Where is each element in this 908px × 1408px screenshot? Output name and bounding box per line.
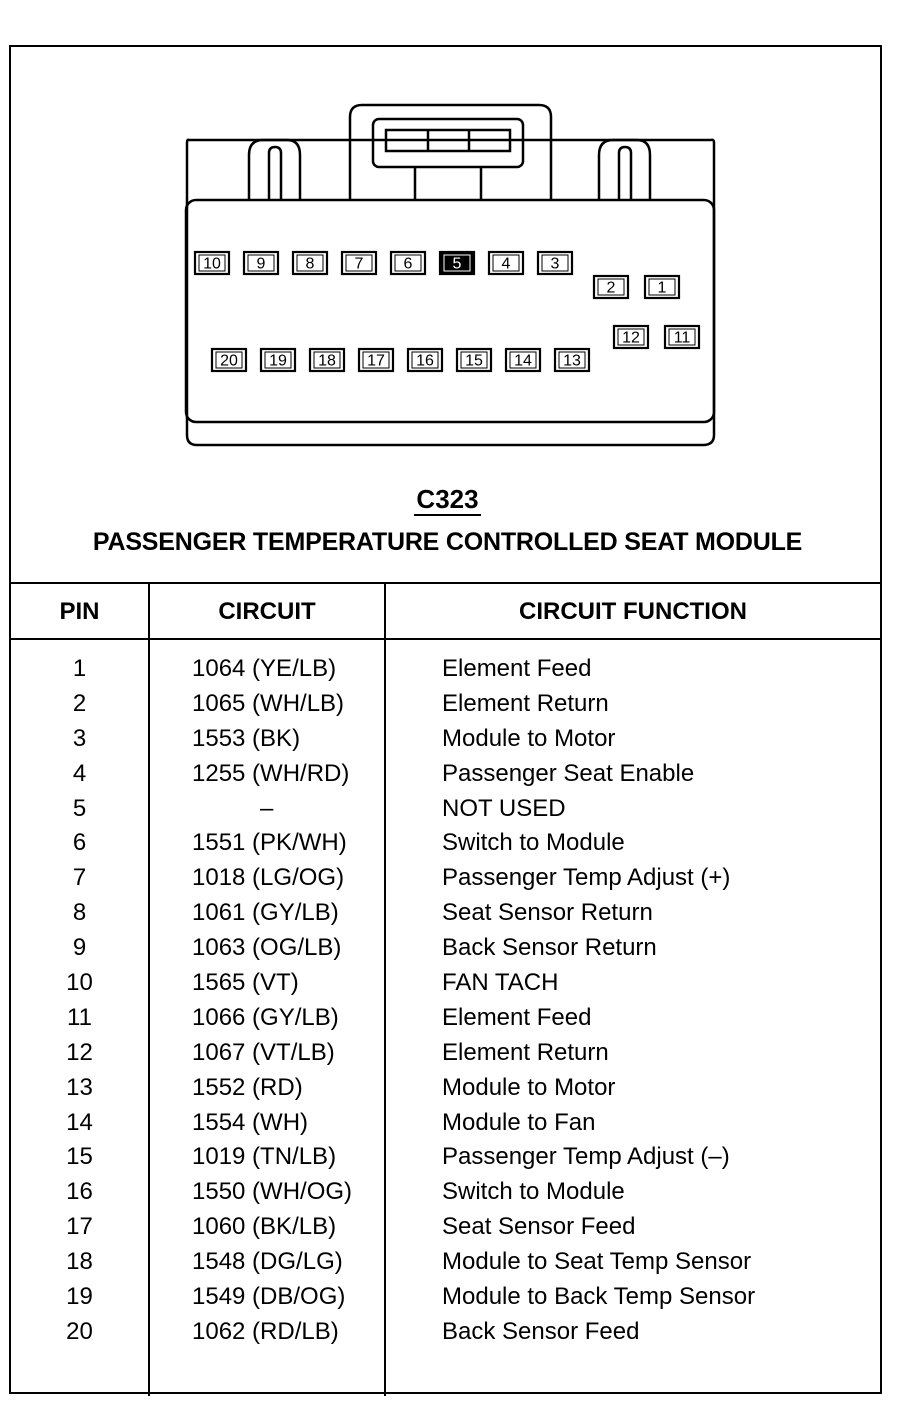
- center-lock-inner: [373, 119, 523, 167]
- table-row: [11, 1140, 880, 1175]
- circuit-function: NOT USED: [442, 794, 566, 822]
- pin-label-11: 11: [673, 329, 691, 347]
- circuit-value: 1554 (WH): [192, 1108, 309, 1136]
- pin-label-16: 16: [416, 352, 434, 370]
- header-circuit-function: CIRCUIT FUNCTION: [519, 598, 747, 625]
- header-divider: [11, 638, 880, 640]
- table-body: [11, 652, 880, 1350]
- pin-number: 17: [66, 1213, 93, 1241]
- table-row: [11, 1210, 880, 1245]
- circuit-function: Element Return: [442, 689, 609, 717]
- pin-label-3: 3: [550, 255, 560, 273]
- circuit-value: 1548 (DG/LG): [192, 1248, 343, 1276]
- circuit-function: Switch to Module: [442, 829, 625, 857]
- circuit-value: –: [260, 794, 274, 822]
- circuit-value: 1549 (DB/OG): [192, 1283, 346, 1311]
- circuit-value: 1062 (RD/LB): [192, 1317, 339, 1345]
- left-latch: [249, 140, 300, 200]
- left-latch-inner: [269, 147, 281, 200]
- table-row: [11, 966, 880, 1001]
- pin-number: 7: [72, 864, 87, 892]
- header-pin: PIN: [59, 598, 100, 625]
- circuit-value: 1018 (LG/OG): [192, 864, 345, 892]
- pin-number: 14: [66, 1108, 93, 1136]
- table-row: [11, 1071, 880, 1106]
- table-row: [11, 687, 880, 722]
- circuit-function: Seat Sensor Feed: [442, 1213, 636, 1241]
- pin-label-5: 5: [452, 255, 462, 273]
- table-row: [11, 1106, 880, 1141]
- circuit-function: Passenger Seat Enable: [442, 759, 695, 787]
- circuit-value: 1067 (VT/LB): [192, 1038, 335, 1066]
- table-row: [11, 931, 880, 966]
- circuit-value: 1064 (YE/LB): [192, 655, 337, 682]
- circuit-function: Module to Back Temp Sensor: [442, 1283, 756, 1311]
- circuit-function: Passenger Temp Adjust (+): [442, 864, 731, 892]
- circuit-function: Module to Seat Temp Sensor: [442, 1248, 752, 1276]
- pin-label-1: 1: [657, 279, 667, 297]
- pin-label-12: 12: [622, 329, 640, 347]
- circuit-value: 1065 (WH/LB): [192, 689, 345, 717]
- connector-body-outline: [187, 140, 714, 445]
- circuit-value: 1063 (OG/LB): [192, 934, 342, 962]
- circuit-value: 1019 (TN/LB): [192, 1143, 337, 1171]
- circuit-function: Element Feed: [442, 655, 592, 682]
- circuit-value: 1551 (PK/WH): [192, 829, 347, 857]
- pin-number: 11: [67, 1003, 92, 1031]
- circuit-function: Seat Sensor Return: [442, 899, 653, 927]
- circuit-value: 1060 (BK/LB): [192, 1213, 337, 1241]
- pin-number: 13: [66, 1073, 93, 1101]
- pin-number: 15: [66, 1143, 93, 1171]
- pin-number: 16: [66, 1178, 93, 1206]
- circuit-value: 1066 (GY/LB): [192, 1003, 339, 1031]
- right-latch-inner: [619, 147, 631, 200]
- table-row: [11, 1280, 880, 1315]
- table-row: [11, 861, 880, 896]
- circuit-value: 1550 (WH/OG): [192, 1178, 353, 1206]
- table-row: [11, 1245, 880, 1280]
- pin-label-18: 18: [318, 352, 336, 370]
- pin-number: 9: [72, 934, 87, 962]
- circuit-function: Module to Motor: [442, 1073, 616, 1101]
- pin-cavities: [195, 252, 699, 371]
- circuit-function: Element Return: [442, 1038, 609, 1066]
- circuit-value: 1553 (BK): [192, 724, 301, 752]
- circuit-function: Back Sensor Return: [442, 934, 657, 962]
- pin-number: 5: [72, 794, 87, 822]
- connector-inner-face: [186, 200, 714, 422]
- circuit-value: 1255 (WH/RD): [192, 759, 350, 787]
- pin-number: 10: [66, 969, 93, 997]
- pinout-table: [11, 582, 880, 1396]
- pin-label-14: 14: [514, 352, 532, 370]
- circuit-value: 1061 (GY/LB): [192, 899, 339, 927]
- circuit-value: 1565 (VT): [192, 969, 299, 997]
- circuit-function: Switch to Module: [442, 1178, 625, 1206]
- pin-number: 3: [72, 724, 87, 752]
- circuit-function: Passenger Temp Adjust (–): [442, 1143, 730, 1171]
- pin-label-15: 15: [465, 352, 483, 370]
- pin-label-2: 2: [606, 279, 616, 297]
- pin-number: 4: [72, 759, 87, 787]
- pin-label-9: 9: [256, 255, 266, 273]
- pin-label-8: 8: [305, 255, 315, 273]
- right-latch: [599, 140, 650, 200]
- pin-number: 19: [66, 1283, 93, 1311]
- pin-label-6: 6: [403, 255, 413, 273]
- table-row: [11, 1315, 880, 1350]
- table-row: [11, 722, 880, 757]
- connector-id: C323: [416, 484, 479, 514]
- pin-label-4: 4: [501, 255, 511, 273]
- header-circuit: CIRCUIT: [218, 598, 316, 625]
- table-row: [11, 1175, 880, 1210]
- pin-label-10: 10: [203, 255, 221, 273]
- circuit-function: Module to Motor: [442, 724, 616, 752]
- circuit-function: FAN TACH: [442, 969, 559, 997]
- table-row: [11, 792, 880, 827]
- pin-number: 6: [72, 829, 87, 857]
- pin-label-17: 17: [367, 352, 385, 370]
- pin-number: 20: [66, 1317, 93, 1345]
- circuit-function: Back Sensor Feed: [442, 1317, 640, 1345]
- circuit-function: Module to Fan: [442, 1108, 596, 1136]
- connector-face-diagram: [11, 47, 880, 467]
- table-row: [11, 896, 880, 931]
- pin-label-7: 7: [354, 255, 364, 273]
- circuit-value: 1552 (RD): [192, 1073, 303, 1101]
- pin-number: 2: [72, 689, 87, 717]
- pin-label-13: 13: [563, 352, 581, 370]
- circuit-function: Element Feed: [442, 1003, 592, 1031]
- pin-number: 12: [66, 1038, 93, 1066]
- pin-label-20: 20: [220, 352, 238, 370]
- pin-number: 18: [66, 1248, 93, 1276]
- table-row: [11, 1036, 880, 1071]
- table-row: [11, 826, 880, 861]
- pin-label-19: 19: [269, 352, 287, 370]
- pin-number: 1: [72, 655, 87, 682]
- connector-title: PASSENGER TEMPERATURE CONTROLLED SEAT MODULE: [92, 528, 803, 556]
- pin-number: 8: [72, 899, 87, 927]
- table-row: [11, 757, 880, 792]
- table-row: [11, 652, 880, 687]
- table-row: [11, 1001, 880, 1036]
- diagram-frame: [9, 45, 882, 1394]
